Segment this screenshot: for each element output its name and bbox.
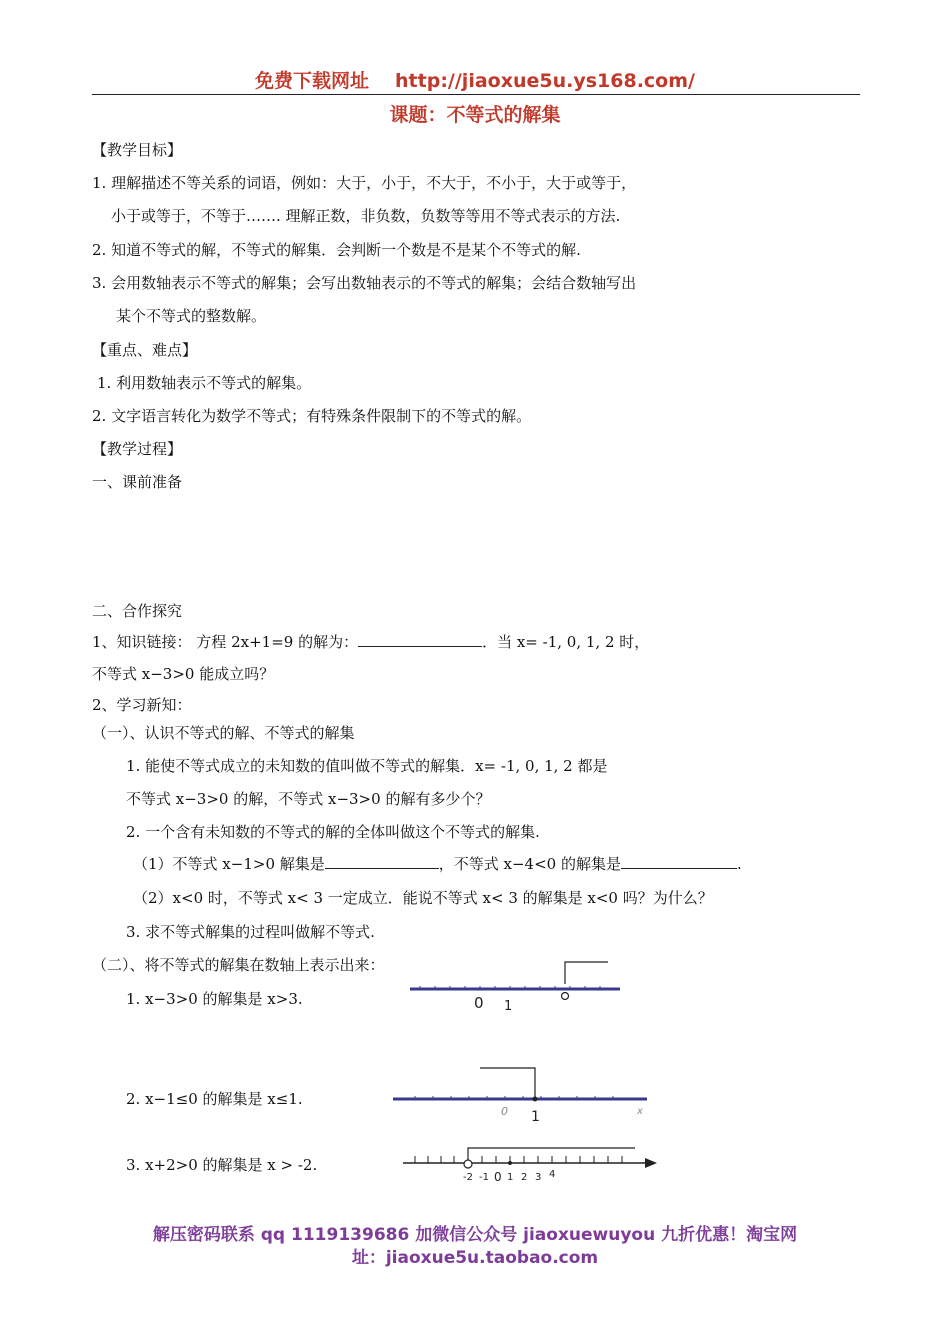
objective-2: 2. 知道不等式的解，不等式的解集．会判断一个数是不是某个不等式的解. <box>92 241 581 259</box>
part-1-question-1 <box>133 853 742 874</box>
label-x: x <box>637 1106 643 1117</box>
origin-point <box>508 1161 512 1165</box>
keypoint-2: 2. 文字语言转化为数学不等式；有特殊条件限制下的不等式的解。 <box>92 407 532 425</box>
number-line-3 <box>395 1140 665 1186</box>
header-divider <box>92 94 860 95</box>
axis-ticks <box>415 1156 622 1163</box>
label-neg-2: -2 <box>463 1172 473 1183</box>
example-3: 3. x+2>0 的解集是 x > -2. <box>126 1156 318 1174</box>
knowledge-link-text-a: 1、知识链接： 方程 2x+1=9 的解为： <box>92 633 359 651</box>
part-2-heading: （二）、将不等式的解集在数轴上表示出来： <box>92 956 385 974</box>
learn-new-heading: 2、学习新知： <box>92 696 192 714</box>
knowledge-link-text-b: ．当 x= -1, 0, 1, 2 时， <box>482 633 650 651</box>
solution-bracket <box>480 1068 535 1098</box>
answer-blank-equation[interactable] <box>358 632 482 647</box>
open-point-3 <box>562 993 569 1000</box>
objectives-heading: 【教学目标】 <box>92 141 183 159</box>
solution-bracket <box>565 962 608 984</box>
label-four: 4 <box>549 1169 556 1180</box>
label-zero: 0 <box>501 1105 508 1118</box>
part-1-point-1-line-1: 1. 能使不等式成立的未知数的值叫做不等式的解集．x= -1, 0, 1, 2 都是 <box>126 757 608 775</box>
answer-blank-q1b[interactable] <box>621 854 737 869</box>
page-title: 课题：不等式的解集 <box>389 104 561 126</box>
part-1-heading: （一）、认识不等式的解、不等式的解集 <box>92 724 355 742</box>
knowledge-link-line-1 <box>92 631 649 652</box>
knowledge-link-line-2: 不等式 x−3>0 能成立吗？ <box>92 665 275 683</box>
axis-arrow-icon <box>645 1158 657 1168</box>
section-2-heading: 二、合作探究 <box>92 602 183 620</box>
number-line-2 <box>385 1058 660 1130</box>
closed-point-1 <box>533 1097 538 1102</box>
number-line-1 <box>400 952 630 1014</box>
label-neg-1: -1 <box>479 1172 489 1183</box>
part-1-question-2: （2）x<0 时，不等式 x< 3 一定成立．能说不等式 x< 3 的解集是 x<0 吗？为什么？ <box>133 889 713 907</box>
part-1-point-3: 3. 求不等式解集的过程叫做解不等式. <box>126 923 375 941</box>
objective-3-line-1: 3. 会用数轴表示不等式的解集；会写出数轴表示的不等式的解集；会结合数轴写出 <box>92 274 637 292</box>
question-1-text-a: （1）不等式 x−1>0 解集是 <box>133 855 325 873</box>
objective-1-line-2: 小于或等于，不等于……. 理解正数，非负数，负数等等用不等式表示的方法. <box>111 207 621 225</box>
keypoint-1: 1. 利用数轴表示不等式的解集。 <box>97 374 312 392</box>
label-zero: 0 <box>494 1170 502 1184</box>
example-2: 2. x−1≤0 的解集是 x≤1. <box>126 1090 303 1108</box>
section-1-heading: 一、课前准备 <box>92 473 183 491</box>
objective-1-line-1: 1. 理解描述不等关系的词语，例如：大于，小于，不大于，不小于，大于或等于， <box>92 174 637 192</box>
question-1-text-b: ，不等式 x−4<0 的解集是 <box>438 855 621 873</box>
label-one: 1 <box>507 1172 514 1183</box>
objective-3-line-2: 某个不等式的整数解。 <box>116 307 267 325</box>
process-heading: 【教学过程】 <box>92 440 183 458</box>
label-three: 3 <box>535 1172 542 1183</box>
part-1-point-1-line-2: 不等式 x−3>0 的解，不等式 x−3>0 的解有多少个？ <box>126 790 491 808</box>
label-one: 1 <box>531 1109 540 1125</box>
question-1-text-c: . <box>737 855 742 873</box>
header-banner <box>0 66 950 93</box>
header-left-text: 免费下载网址 <box>255 70 370 92</box>
part-1-point-2: 2. 一个含有未知数的不等式的解的全体叫做这个不等式的解集. <box>126 823 540 841</box>
label-zero: 0 <box>474 994 484 1012</box>
label-two: 2 <box>521 1172 528 1183</box>
footer-line-1: 解压密码联系 qq 1119139686 加微信公众号 jiaoxuewuyou 九折优惠！淘宝网 <box>152 1225 798 1245</box>
footer-line-2: 址：jiaoxue5u.taobao.com <box>351 1248 599 1268</box>
keypoints-heading: 【重点、难点】 <box>92 341 198 359</box>
answer-blank-q1a[interactable] <box>325 854 439 869</box>
example-1: 1. x−3>0 的解集是 x>3. <box>126 990 303 1008</box>
header-url-link[interactable]: http://jiaoxue5u.ys168.com/ <box>395 70 695 92</box>
label-one: 1 <box>504 999 513 1014</box>
open-point-neg-2 <box>464 1160 472 1168</box>
